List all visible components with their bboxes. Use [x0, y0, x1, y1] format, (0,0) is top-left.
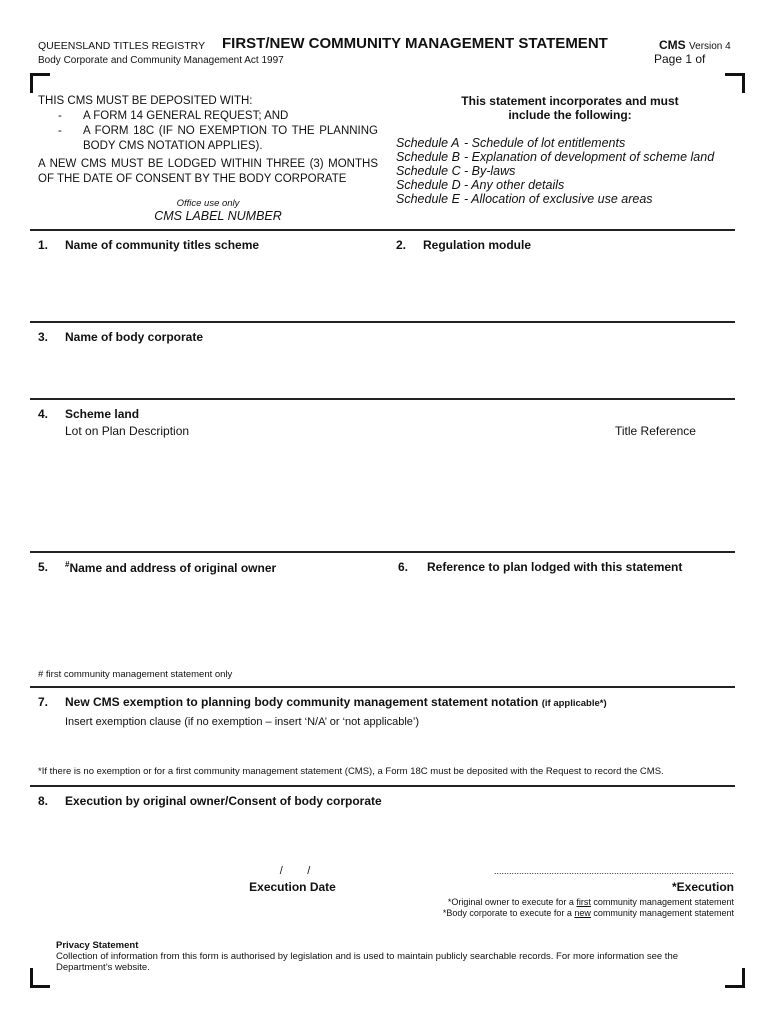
plan-reference-field[interactable]: [398, 578, 733, 663]
exemption-instruction: Insert exemption clause (if no exemption – insert ‘N/A’ or ‘not applicable’): [65, 716, 420, 728]
lodge-notice: A NEW CMS MUST BE LODGED WITHIN THREE (3) MONTHS OF THE DATE OF CONSENT BY THE BODY CORPORATE: [38, 158, 378, 185]
section-4-label: Scheme land: [65, 407, 140, 421]
note-underlined: first: [576, 897, 591, 907]
deposit-item: [38, 124, 378, 154]
schedule-item: [396, 150, 714, 164]
section-6-label: Reference to plan lodged with this statement: [427, 560, 683, 574]
corner-mark-bottom-right: [725, 968, 745, 988]
corner-mark-top-right: [725, 73, 745, 93]
exemption-clause-field[interactable]: [65, 733, 730, 761]
deposit-item-text: A FORM 14 GENERAL REQUEST; AND: [83, 110, 289, 122]
section-7-label-suffix: (if applicable*): [541, 698, 607, 709]
note-text: *Original owner to execute for a: [447, 897, 577, 907]
form-18c-footnote: *If there is no exemption or for a first community management statement (CMS), a Form 18C must be deposited with the Request to record the CMS.: [38, 766, 664, 777]
divider-line: [30, 686, 735, 688]
schedule-item: [396, 164, 714, 178]
section-8-number: 8.: [38, 794, 49, 808]
section-5-label-text: Name and address of original owner: [69, 561, 277, 575]
form-code: [659, 38, 731, 52]
original-owner-field[interactable]: [38, 578, 388, 663]
schedule-desc: - Explanation of development of scheme land: [464, 150, 715, 164]
title-reference-label: Title Reference: [615, 424, 696, 438]
note-text: community management statement: [590, 908, 734, 918]
divider-line: [30, 785, 735, 787]
deposit-item-text: A FORM 18C (IF NO EXEMPTION TO THE PLANNING BODY CMS NOTATION APPLIES).: [83, 125, 378, 152]
corner-mark-bottom-left: [30, 968, 50, 988]
schedule-name: Schedule D: [396, 178, 461, 192]
act-name: Body Corporate and Community Management Act 1997: [38, 55, 284, 66]
divider-line: [30, 398, 735, 400]
schedule-item: [396, 136, 714, 150]
schedule-name: Schedule E: [396, 192, 460, 206]
form-code-label: CMS: [659, 38, 686, 52]
section-4-number: 4.: [38, 407, 49, 421]
execution-date-field[interactable]: / /: [279, 865, 311, 877]
execution-date-label: Execution Date: [249, 880, 336, 894]
note-text: community management statement: [590, 897, 734, 907]
section-7-number: 7.: [38, 695, 49, 709]
note-underlined: new: [574, 908, 591, 918]
schedules-heading-line: include the following:: [508, 108, 632, 122]
cms-label-number: CMS LABEL NUMBER: [154, 209, 282, 223]
execution-label: *Execution: [671, 880, 734, 894]
regulation-module-field[interactable]: [396, 256, 731, 316]
schedule-name: Schedule C: [396, 164, 461, 178]
deposit-heading: THIS CMS MUST BE DEPOSITED WITH:: [38, 95, 253, 107]
section-7-label: [65, 695, 607, 709]
execution-notes: [380, 897, 734, 919]
first-cms-note: # first community management statement only: [38, 669, 233, 680]
schedule-desc: - Allocation of exclusive use areas: [464, 192, 653, 206]
deposit-instructions: [38, 94, 378, 187]
section-5-number: 5.: [38, 560, 49, 574]
divider-line: [30, 321, 735, 323]
section-6-number: 6.: [398, 560, 409, 574]
section-3-label: Name of body corporate: [65, 330, 204, 344]
office-use-label: Office use only: [176, 198, 240, 209]
hash-mark: #: [65, 560, 70, 569]
section-1-label: Name of community titles scheme: [65, 238, 260, 252]
execution-note-first: [380, 897, 734, 908]
section-7-label-text: New CMS exemption to planning body community management statement notation: [65, 695, 539, 709]
section-2-label: Regulation module: [423, 238, 531, 252]
schedule-desc: - Schedule of lot entitlements: [464, 136, 626, 150]
schedule-name: Schedule A: [396, 136, 460, 150]
deposit-item-dash: -: [58, 110, 62, 122]
page-number: Page 1 of: [654, 52, 706, 66]
form-version: Version 4: [689, 41, 731, 52]
schedule-desc: - By-laws: [464, 164, 516, 178]
schedule-item: [396, 192, 714, 206]
lot-on-plan-label: Lot on Plan Description: [65, 424, 190, 438]
note-text: *Body corporate to execute for a: [442, 908, 575, 918]
scheme-name-field[interactable]: [38, 256, 388, 316]
section-8-label: Execution by original owner/Consent of body corporate: [65, 794, 382, 808]
schedule-item: [396, 178, 714, 192]
section-2-number: 2.: [396, 238, 407, 252]
schedules-heading-line: This statement incorporates and must: [461, 94, 679, 108]
schedule-desc: - Any other details: [464, 178, 565, 192]
schedule-list: [396, 136, 714, 206]
section-1-number: 1.: [38, 238, 49, 252]
privacy-heading: Privacy Statement: [56, 940, 139, 951]
section-3-number: 3.: [38, 330, 49, 344]
deposit-item: [38, 109, 378, 124]
divider-line: [30, 229, 735, 231]
section-5-label: [65, 560, 276, 575]
signature-line[interactable]: ................................................................................................: [493, 866, 734, 876]
corner-mark-top-left: [30, 73, 50, 93]
schedules-heading: [400, 94, 740, 122]
body-corporate-field[interactable]: [38, 348, 728, 393]
privacy-statement: [56, 940, 726, 973]
privacy-text: Collection of information from this form is authorised by legislation and is used to maintain publicly searchable records. For more information see the Department’s website.: [56, 951, 679, 973]
registry-name: QUEENSLAND TITLES REGISTRY: [38, 40, 206, 52]
divider-line: [30, 551, 735, 553]
form-title: FIRST/NEW COMMUNITY MANAGEMENT STATEMENT: [222, 35, 608, 52]
scheme-land-field[interactable]: [38, 442, 728, 546]
deposit-item-dash: -: [58, 125, 62, 137]
schedule-name: Schedule B: [396, 150, 460, 164]
execution-note-new: [380, 908, 734, 919]
